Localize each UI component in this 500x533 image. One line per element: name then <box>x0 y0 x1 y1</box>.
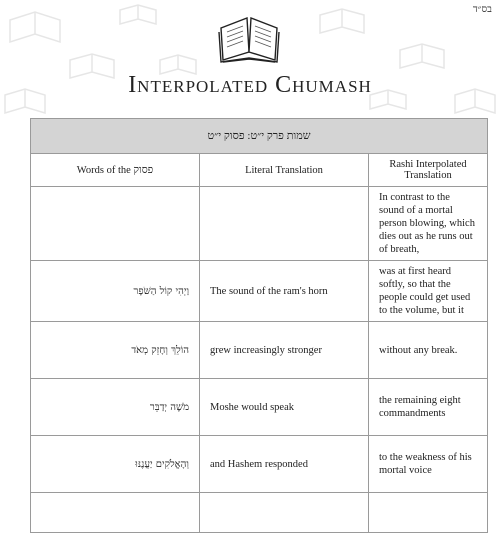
literal-cell <box>200 493 369 533</box>
table-row <box>31 187 488 261</box>
hebrew-cell: מֹשֶׁה יְדַבֵּר <box>31 379 200 436</box>
table-row <box>31 261 488 322</box>
literal-cell <box>200 187 369 261</box>
header-rashi: Rashi Interpolated Translation <box>369 154 488 187</box>
hebrew-cell: הוֹלֵךְ וְחָזֵק מְאֹד <box>31 322 200 379</box>
hebrew-cell: וְהָאֱלֹקִים יַעֲנֶנּוּ <box>31 436 200 493</box>
literal-cell: grew increasingly stronger <box>200 322 369 379</box>
translation-table <box>30 118 488 533</box>
page-title: Interpolated Chumash <box>128 72 372 98</box>
rashi-cell: was at first heard softly, so that the people could get used to the volume, but it <box>369 261 488 322</box>
open-book-icon <box>213 10 285 68</box>
hebrew-cell <box>31 187 200 261</box>
table-row <box>31 379 488 436</box>
literal-cell: The sound of the ram's horn <box>200 261 369 322</box>
rashi-cell: the remaining eight commandments <box>369 379 488 436</box>
hebrew-cell: וַיְהִי קוֹל הַשֹּׁפָר <box>31 261 200 322</box>
literal-cell: Moshe would speak <box>200 379 369 436</box>
rashi-cell <box>369 493 488 533</box>
table-row <box>31 493 488 533</box>
rashi-cell: without any break. <box>369 322 488 379</box>
table-row <box>31 436 488 493</box>
table-row <box>31 322 488 379</box>
rashi-cell: In contrast to the sound of a mortal person blowing, which dies out as he runs out of breath, <box>369 187 488 261</box>
hebrew-cell <box>31 493 200 533</box>
header-mark: בס״ד <box>472 4 492 15</box>
header-words: Words of the פסוק <box>31 154 200 187</box>
header-literal: Literal Translation <box>200 154 369 187</box>
table-caption: שמות פרק י״ט: פסוק י״ט <box>31 119 488 154</box>
literal-cell: and Hashem responded <box>200 436 369 493</box>
rashi-cell: to the weakness of his mortal voice <box>369 436 488 493</box>
